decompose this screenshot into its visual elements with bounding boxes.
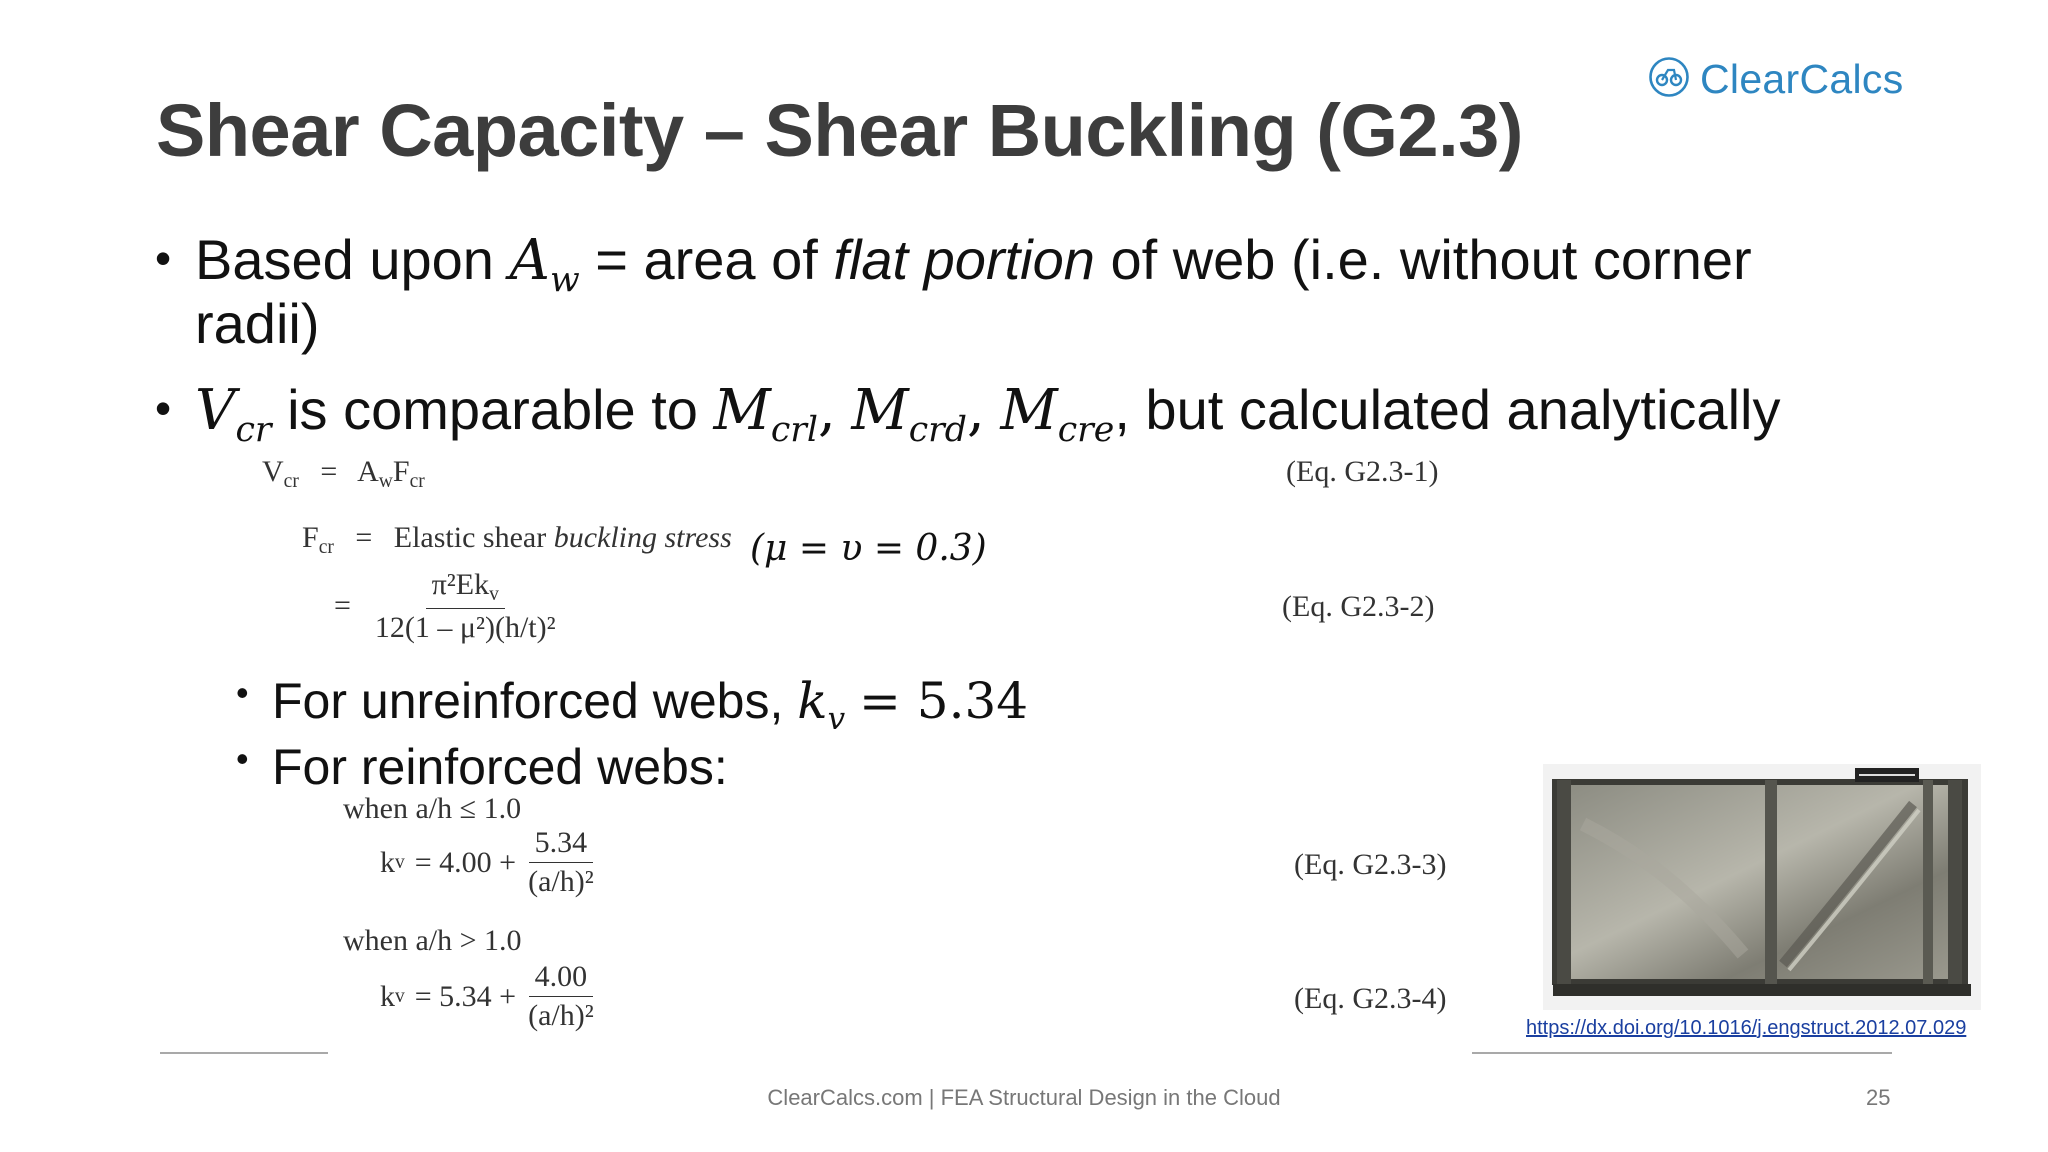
equation-fcr-definition: Fcr = Elastic shear buckling stress <box>302 521 732 558</box>
condition-eq3: when a/h ≤ 1.0 <box>343 792 522 825</box>
var-mcrd: $M_{crd}$ <box>851 378 967 451</box>
clearcalcs-logo <box>1648 54 1904 104</box>
clearcalcs-logo-icon <box>1648 56 1690 103</box>
bullet1-italic: flat portion <box>833 228 1095 291</box>
var-aw: $A_w$ <box>509 228 580 301</box>
bullet1-post: of web (i.e. without corner <box>1110 228 1752 291</box>
bullet-dot: • <box>236 738 249 779</box>
slide-title: Shear Capacity – Shear Buckling (G2.3) <box>156 89 1523 172</box>
logo-text: ClearCalcs <box>1700 55 1904 102</box>
equation-g2-3-4: k v = 5.34 + $\frac{4.00}{\text{(a/h)²}}$ <box>380 960 594 1032</box>
doi-link[interactable]: https://dx.doi.org/10.1016/j.engstruct.2012.07.029 <box>1526 1017 1967 1039</box>
equation-label-1: (Eq. G2.3-1) <box>1286 455 1439 488</box>
footer-divider-left <box>160 1052 328 1054</box>
equation-label-3: (Eq. G2.3-3) <box>1294 848 1447 881</box>
bullet1-mid: = area of <box>595 228 818 291</box>
bullet-dot: • <box>155 232 172 284</box>
bullet-dot: • <box>155 382 172 434</box>
footer-divider-right <box>1472 1052 1892 1054</box>
condition-eq4: when a/h > 1.0 <box>343 924 522 957</box>
var-vcr: $V_{cr}$ <box>195 378 272 451</box>
bullet-dot: • <box>236 672 249 713</box>
bullet-vcr: • $V_{cr}$ is comparable to $M_{crl}$, $M_{crd}$, $M_{cre}$, but calculated analytically <box>155 378 1781 451</box>
bullet2-post: , but calculated analytically <box>1114 378 1781 441</box>
footer-text: ClearCalcs.com | FEA Structural Design in the Cloud <box>767 1085 1281 1110</box>
equation-g2-3-1: Vcr = AwFcr <box>262 455 425 492</box>
specimen-photo <box>1543 764 1981 1010</box>
var-mcrl: $M_{crl}$ <box>713 378 818 451</box>
page-number: 25 <box>1866 1085 1891 1110</box>
equation-g2-3-3: k v = 4.00 + $\frac{5.34}{\text{(a/h)²}}$ <box>380 826 594 898</box>
bullet1-pre: Based upon <box>195 228 494 291</box>
equation-label-4: (Eq. G2.3-4) <box>1294 982 1447 1015</box>
sub-bullet-reinforced: • For reinforced webs: <box>236 738 728 795</box>
bullet-aw <box>155 228 1752 312</box>
equation-g2-3-2: = $\frac{\text{π²Ekv}}{\text{12(1 – μ²)(h/t)²}}$ <box>334 568 556 644</box>
var-kv: $k_v$ <box>797 672 846 737</box>
equation-label-2: (Eq. G2.3-2) <box>1282 590 1435 623</box>
var-mcre: $M_{cre}$ <box>1000 378 1115 451</box>
bullet2-mid: is comparable to <box>287 378 698 441</box>
poisson-note: (μ = υ = 0.3) <box>750 528 987 569</box>
bullet1-line2: radii) <box>195 292 320 355</box>
sub-bullet-unreinforced: • For unreinforced webs, $k_v = 5.34$ <box>236 672 1029 737</box>
